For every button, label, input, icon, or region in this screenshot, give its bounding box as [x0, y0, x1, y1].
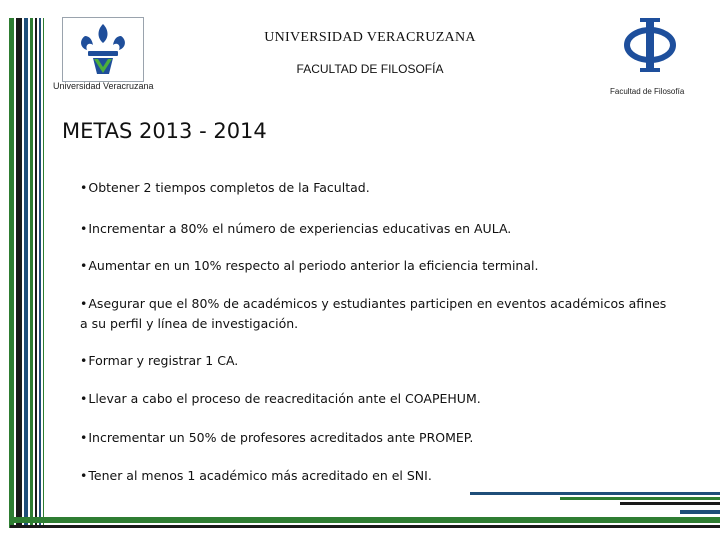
- stripe: [680, 510, 720, 514]
- stripe: [10, 517, 720, 523]
- stripe: [16, 18, 22, 528]
- stripe: [24, 18, 28, 528]
- list-item: [80, 428, 680, 448]
- list-item: [80, 466, 680, 486]
- ff-logo-caption: Facultad de Filosofía: [610, 87, 685, 96]
- goal-text: Tener al menos 1 académico más acreditado en el SNI.: [88, 468, 432, 483]
- goal-text: Incrementar a 80% el número de experiencias educativas en AULA.: [88, 221, 512, 236]
- list-item: [80, 178, 680, 198]
- bullet: •: [80, 468, 88, 483]
- goal-text: Formar y registrar 1 CA.: [88, 353, 239, 368]
- list-item: [80, 256, 680, 276]
- faculty-name: FACULTAD DE FILOSOFÍA: [296, 62, 444, 76]
- goal-text: Aumentar en un 10% respecto al periodo anterior la eficiencia terminal.: [88, 258, 539, 273]
- bullet: •: [80, 258, 88, 273]
- stripe: [620, 502, 720, 505]
- university-name: UNIVERSIDAD VERACRUZANA: [264, 30, 476, 45]
- facultad-filosofia-phi-logo: [622, 16, 678, 74]
- goal-text: Obtener 2 tiempos completos de la Facultad.: [88, 180, 370, 195]
- bullet: •: [80, 221, 88, 236]
- goal-text: Incrementar un 50% de profesores acreditados ante PROMEP.: [88, 430, 474, 445]
- list-item: [80, 389, 680, 409]
- bullet: •: [80, 430, 88, 445]
- stripe: [39, 18, 41, 528]
- goal-text: Llevar a cabo el proceso de reacreditación ante el COAPEHUM.: [88, 391, 481, 406]
- stripe: [43, 18, 44, 528]
- uv-logo-caption: Universidad Veracruzana: [53, 81, 154, 91]
- stripe: [30, 18, 33, 528]
- bullet: •: [80, 391, 88, 406]
- page-title: METAS 2013 - 2014: [62, 119, 267, 143]
- stripe: [560, 497, 720, 500]
- bullet: •: [80, 296, 88, 311]
- stripe: [9, 18, 14, 528]
- bullet: •: [80, 180, 88, 195]
- list-item: [80, 219, 680, 239]
- list-item: [80, 294, 670, 334]
- stripe: [470, 492, 720, 495]
- goal-text: Asegurar que el 80% de académicos y estudiantes participen en eventos académicos afines a su perfil y línea de investigación.: [80, 296, 667, 331]
- list-item: [80, 351, 680, 371]
- stripe: [10, 525, 720, 528]
- stripe: [35, 18, 37, 528]
- bullet: •: [80, 353, 88, 368]
